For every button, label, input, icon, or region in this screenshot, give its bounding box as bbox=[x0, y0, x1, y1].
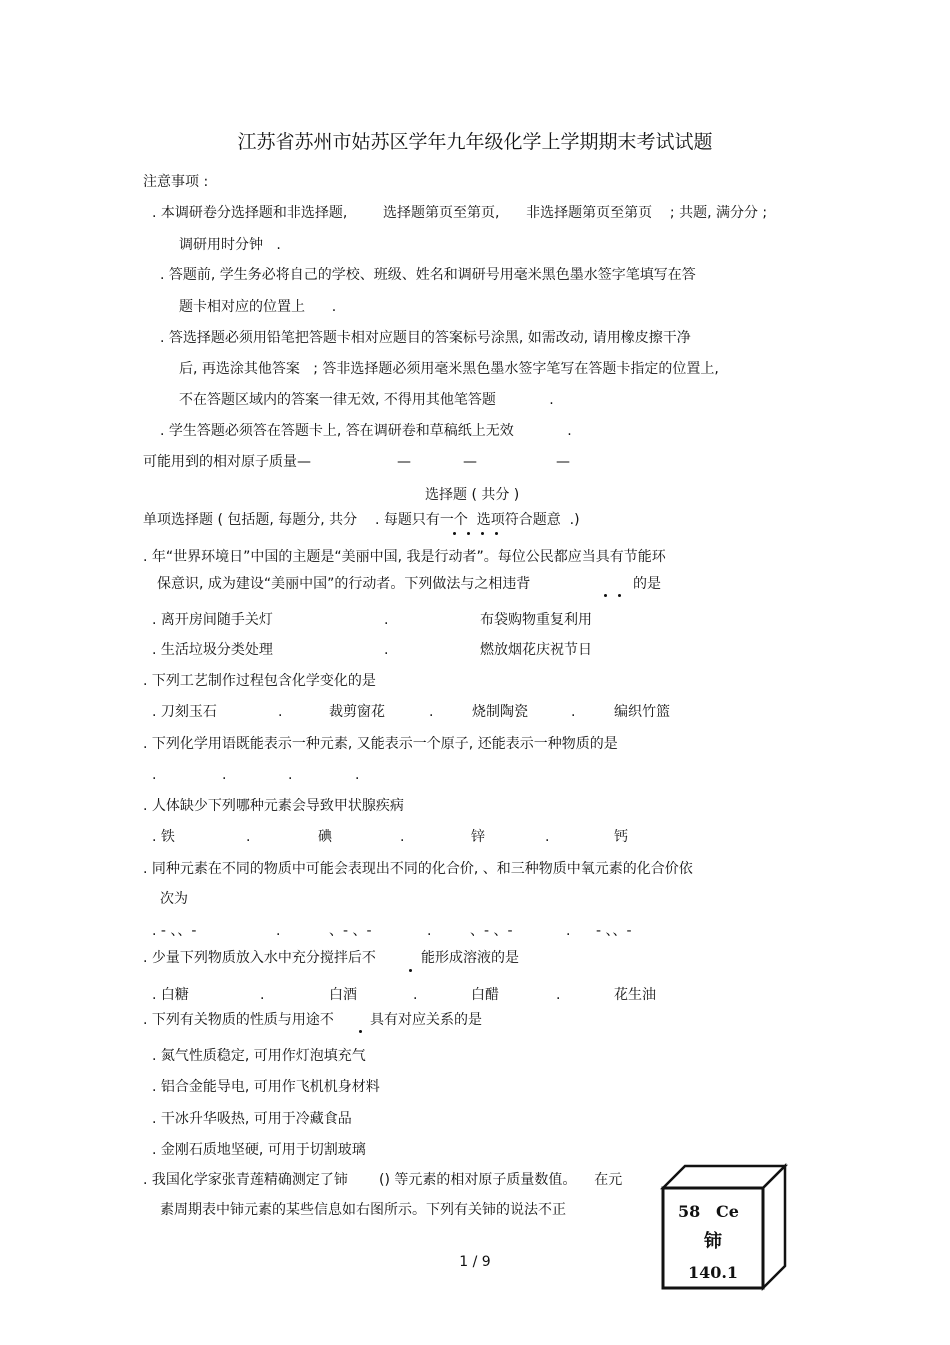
note-line: . 学生答题必须答在答题卡上, 答在调研卷和草稿纸上无效 . bbox=[160, 423, 572, 439]
emphasis-dot bbox=[453, 532, 456, 535]
note-line: 不在答题区域内的答案一律无效, 不得用其他笔答题 . bbox=[179, 392, 554, 408]
option-a: . - 、、- bbox=[152, 923, 197, 939]
cerium-element-cube bbox=[660, 1163, 788, 1291]
option-c: 、- 、- bbox=[470, 923, 513, 939]
option-c: . 干冰升华吸热, 可用于冷藏食品 bbox=[152, 1111, 352, 1127]
option-marker: . bbox=[400, 829, 405, 845]
option-marker: . bbox=[384, 612, 389, 628]
option-d: 燃放烟花庆祝节日 bbox=[480, 642, 592, 658]
dash: — bbox=[463, 454, 477, 470]
option-marker: . bbox=[152, 767, 157, 783]
dash: — bbox=[397, 454, 411, 470]
question-6-stem: . 少量下列物质放入水中充分搅拌后不 bbox=[143, 950, 376, 966]
option-marker: . bbox=[355, 767, 360, 783]
emphasis-dot bbox=[409, 969, 412, 972]
option-a: . 离开房间随手关灯 bbox=[152, 612, 273, 628]
question-8-line1: . 我国化学家张青莲精确测定了铈 () 等元素的相对原子质量数值。 在元 bbox=[143, 1172, 623, 1188]
question-1-line2-tail: 的是 bbox=[633, 576, 661, 592]
element-name: 铈 bbox=[704, 1231, 722, 1252]
question-3-stem: . 下列化学用语既能表示一种元素, 又能表示一个原子, 还能表示一种物质的是 bbox=[143, 736, 618, 752]
section-instruction: 单项选择题 ( 包括题, 每题分, 共分 . 每题只有一个 选项符合题意 .) bbox=[143, 512, 580, 528]
emphasis-dot bbox=[495, 532, 498, 535]
page-title: 江苏省苏州市姑苏区学年九年级化学上学期期末考试试题 bbox=[237, 131, 713, 153]
question-8-line2: 素周期表中铈元素的某些信息如右图所示。下列有关铈的说法不正 bbox=[160, 1202, 566, 1218]
option-marker: . bbox=[288, 767, 293, 783]
option-marker: . bbox=[278, 704, 283, 720]
option-d: 钙 bbox=[614, 829, 628, 845]
option-d: - 、、- bbox=[596, 923, 632, 939]
question-5-line1: . 同种元素在不同的物质中可能会表现出不同的化合价, 、和三种物质中氧元素的化合价依 bbox=[143, 861, 693, 877]
option-marker: . bbox=[222, 767, 227, 783]
option-b: 白酒 bbox=[329, 987, 357, 1003]
atomic-number: 58 bbox=[678, 1202, 701, 1221]
note-line: . 答选择题必须用铅笔把答题卡相对应题目的答案标号涂黑, 如需改动, 请用橡皮擦干净 bbox=[160, 330, 691, 346]
question-7-stem: . 下列有关物质的性质与用途不 bbox=[143, 1012, 334, 1028]
option-a: . 刀刻玉石 bbox=[152, 704, 217, 720]
option-b: 裁剪窗花 bbox=[329, 704, 385, 720]
page-number: 1 / 9 bbox=[459, 1254, 491, 1270]
option-d: . 金刚石质地坚硬, 可用于切割玻璃 bbox=[152, 1142, 366, 1158]
note-line: . 本调研卷分选择题和非选择题, 选择题第页至第页, 非选择题第页至第页 ; 共题, 满分分 ; bbox=[152, 205, 768, 221]
atomic-mass-line: 可能用到的相对原子质量— bbox=[143, 454, 311, 470]
question-4-stem: . 人体缺少下列哪种元素会导致甲状腺疾病 bbox=[143, 798, 404, 814]
option-c: 烧制陶瓷 bbox=[472, 704, 528, 720]
option-marker: . bbox=[566, 923, 571, 939]
option-b: 布袋购物重复利用 bbox=[480, 612, 592, 628]
option-marker: . bbox=[429, 704, 434, 720]
question-2-stem: . 下列工艺制作过程包含化学变化的是 bbox=[143, 673, 376, 689]
option-a: . 铁 bbox=[152, 829, 175, 845]
option-marker: . bbox=[246, 829, 251, 845]
option-a: . 白糖 bbox=[152, 987, 189, 1003]
question-1-line2: 保意识, 成为建设“美丽中国”的行动者。下列做法与之相违背 bbox=[157, 576, 531, 592]
option-d: 编织竹篮 bbox=[614, 704, 670, 720]
note-line: 调研用时分钟 . bbox=[179, 237, 281, 253]
option-marker: . bbox=[571, 704, 576, 720]
emphasis-dot bbox=[618, 594, 621, 597]
option-d: 花生油 bbox=[614, 987, 656, 1003]
question-1-line1: . 年“世界环境日”中国的主题是“美丽中国, 我是行动者”。每位公民都应当具有节能环 bbox=[143, 549, 666, 565]
option-marker: . bbox=[545, 829, 550, 845]
option-marker: . bbox=[413, 987, 418, 1003]
option-b: 、- 、- bbox=[329, 923, 372, 939]
note-line: 后, 再选涂其他答案 ; 答非选择题必须用毫米黑色墨水签字笔写在答题卡指定的位置上, bbox=[179, 361, 719, 377]
notes-heading: 注意事项 : bbox=[143, 174, 209, 190]
dash: — bbox=[556, 454, 570, 470]
emphasis-dot bbox=[467, 532, 470, 535]
option-marker: . bbox=[556, 987, 561, 1003]
option-c: . 生活垃圾分类处理 bbox=[152, 642, 273, 658]
note-line: . 答题前, 学生务必将自己的学校、班级、姓名和调研号用毫米黑色墨水签字笔填写在答 bbox=[160, 267, 696, 283]
element-symbol: Ce bbox=[716, 1202, 739, 1221]
question-6-stem-tail: 能形成溶液的是 bbox=[421, 950, 519, 966]
question-5-line2: 次为 bbox=[160, 891, 188, 907]
section-title: 选择题 ( 共分 ) bbox=[425, 487, 520, 503]
option-c: 白醋 bbox=[471, 987, 499, 1003]
atomic-mass: 140.1 bbox=[687, 1263, 739, 1282]
emphasis-dot bbox=[604, 594, 607, 597]
option-a: . 氮气性质稳定, 可用作灯泡填充气 bbox=[152, 1048, 366, 1064]
option-marker: . bbox=[260, 987, 265, 1003]
option-c: 锌 bbox=[471, 829, 485, 845]
option-marker: . bbox=[427, 923, 432, 939]
question-7-stem-tail: 具有对应关系的是 bbox=[370, 1012, 482, 1028]
option-marker: . bbox=[276, 923, 281, 939]
emphasis-dot bbox=[359, 1030, 362, 1033]
option-b: . 铝合金能导电, 可用作飞机机身材料 bbox=[152, 1079, 380, 1095]
emphasis-dot bbox=[481, 532, 484, 535]
option-marker: . bbox=[384, 642, 389, 658]
option-b: 碘 bbox=[318, 829, 332, 845]
note-line: 题卡相对应的位置上 . bbox=[179, 299, 337, 315]
